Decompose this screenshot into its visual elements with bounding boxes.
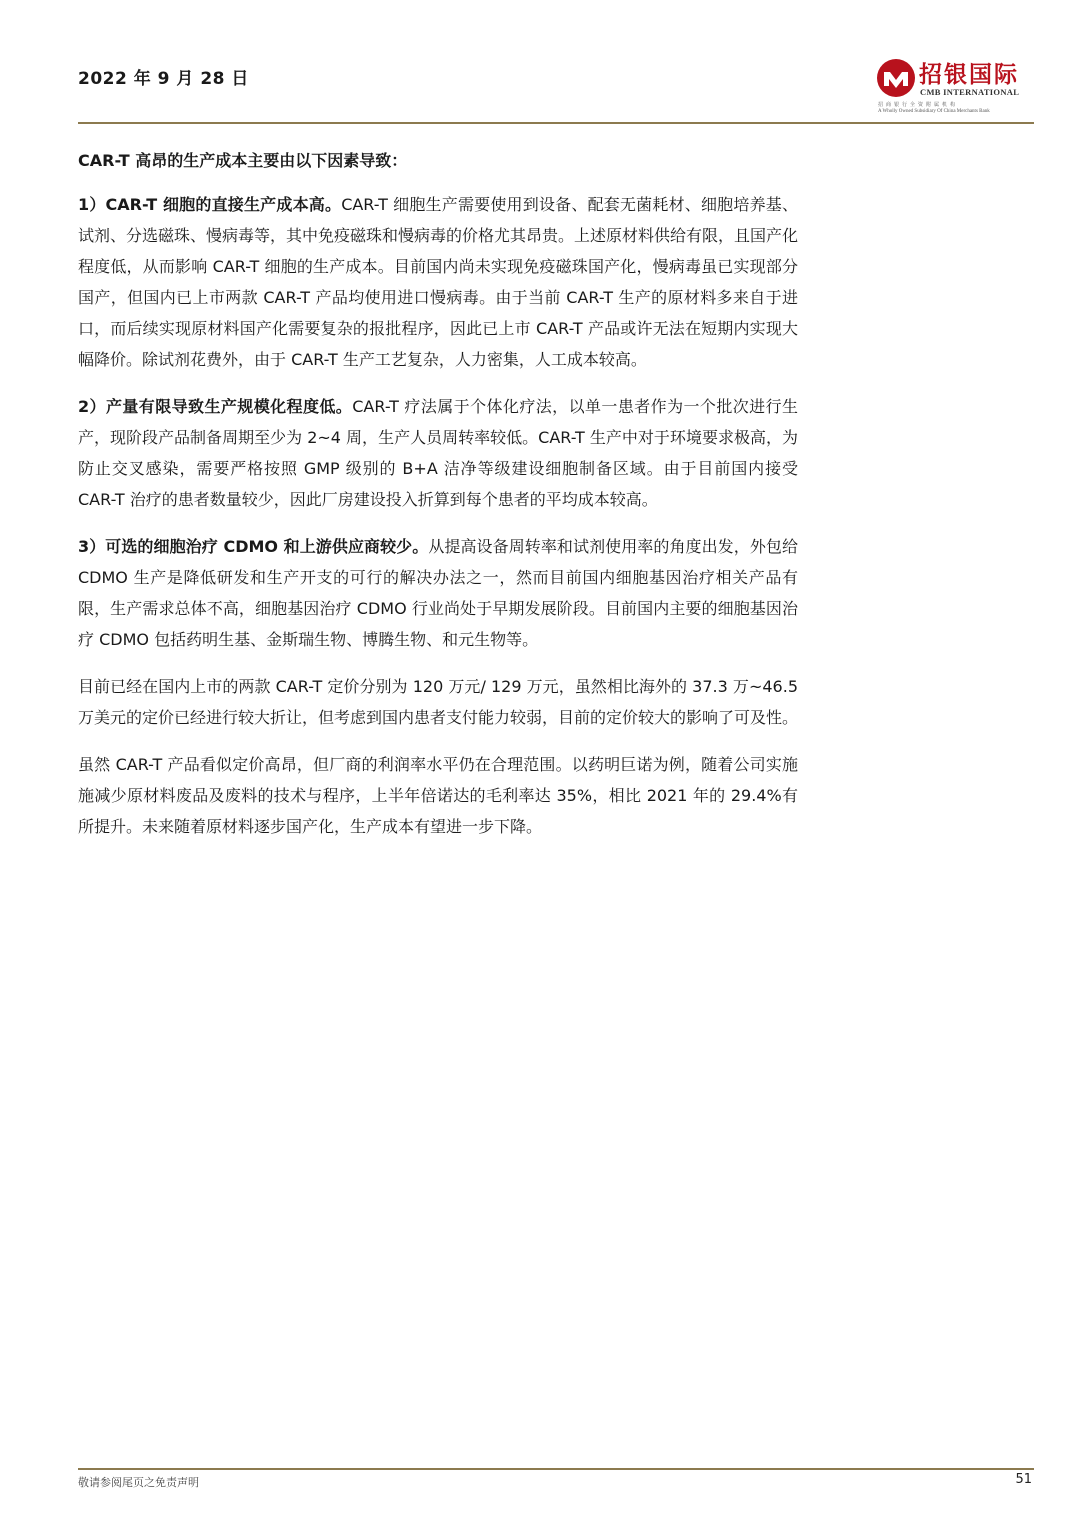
logo-subtitle-cn: 招商银行全资附属机构 xyxy=(878,102,959,108)
paragraph-body: 虽然 CAR-T 产品看似定价高昂，但厂商的利润率水平仍在合理范围。以药明巨诺为例，随着公司实施施减少原材料废品及废料的技术与程序，上半年倍诺达的毛利率达 35%，相比 2021 年的 29.4%有所提升。未来随着原材料逐步国产化，生产成本有望进一步下降。 xyxy=(78,755,798,836)
disclaimer-note: 敬请参阅尾页之免责声明 xyxy=(78,1476,199,1489)
cmbi-logo xyxy=(876,56,1036,122)
paragraph-direct-cost xyxy=(78,189,798,375)
paragraph-body: 目前已经在国内上市的两款 CAR-T 定价分别为 120 万元/ 129 万元，虽然相比海外的 37.3 万~46.5 万美元的定价已经进行较大折让，但考虑到国内患者支付能力较弱，目前的定价较大的影响了可及性。 xyxy=(78,677,799,727)
report-date: 2022 年 9 月 28 日 xyxy=(78,69,249,89)
logo-name: 招银国际 xyxy=(919,61,1019,88)
section-intro: CAR-T 高昂的生产成本主要由以下因素导致： xyxy=(78,151,408,170)
paragraph-lead: 2）产量有限导致生产规模化程度低。 xyxy=(78,397,353,416)
logo-english-name: CMB INTERNATIONAL xyxy=(920,87,1020,97)
paragraph-body: 从提高设备周转率和试剂使用率的角度出发，外包给 CDMO 生产是降低研发和生产开支的可行的解决办法之一，然而目前国内细胞基因治疗相关产品有限，生产需求总体不高，细胞基因治疗 CDMO 行业尚处于早期发展阶段。目前国内主要的细胞基因治疗 CDMO 包括药明生基、金斯瑞生物、博腾生物、和元生物等。 xyxy=(78,537,798,649)
paragraph-cdmo xyxy=(78,531,798,655)
paragraph-lead: 3）可选的细胞治疗 CDMO 和上游供应商较少。 xyxy=(78,537,429,556)
paragraph-lead: 1）CAR-T 细胞的直接生产成本高。 xyxy=(78,195,342,214)
paragraph-body: CAR-T 疗法属于个体化疗法，以单一患者作为一个批次进行生产，现阶段产品制备周期至少为 2~4 周，生产人员周转率较低。CAR-T 生产中对于环境要求极高，为防止交叉感染，需要严格按照 GMP 级别的 B+A 洁净等级建设细胞制备区域。由于目前国内接受 CAR-T 治疗的患者数量较少，因此厂房建设投入折算到每个患者的平均成本较高。 xyxy=(78,397,798,509)
footer-divider xyxy=(78,1468,1034,1470)
header-divider xyxy=(78,122,1034,124)
page-number: 51 xyxy=(1015,1472,1032,1487)
paragraph-pricing xyxy=(78,671,798,733)
cmb-logo-icon xyxy=(876,58,916,98)
logo-subtitle-en: A Wholly Owned Subsidiary Of China Merchants Bank xyxy=(878,109,990,114)
paragraph-scale xyxy=(78,391,798,515)
paragraph-margin xyxy=(78,749,798,842)
report-body xyxy=(78,148,798,858)
paragraph-body: CAR-T 细胞生产需要使用到设备、配套无菌耗材、细胞培养基、试剂、分选磁珠、慢病毒等，其中免疫磁珠和慢病毒的价格尤其昂贵。上述原材料供给有限，且国产化程度低，从而影响 CAR-T 细胞的生产成本。目前国内尚未实现免疫磁珠国产化，慢病毒虽已实现部分国产，但国内已上市两款 CAR-T 产品均使用进口慢病毒。由于当前 CAR-T 生产的原材料多来自于进口，而后续实现原材料国产化需要复杂的报批程序，因此已上市 CAR-T 产品或许无法在短期内实现大幅降价。除试剂花费外，由于 CAR-T 生产工艺复杂，人力密集，人工成本较高。 xyxy=(78,195,799,369)
